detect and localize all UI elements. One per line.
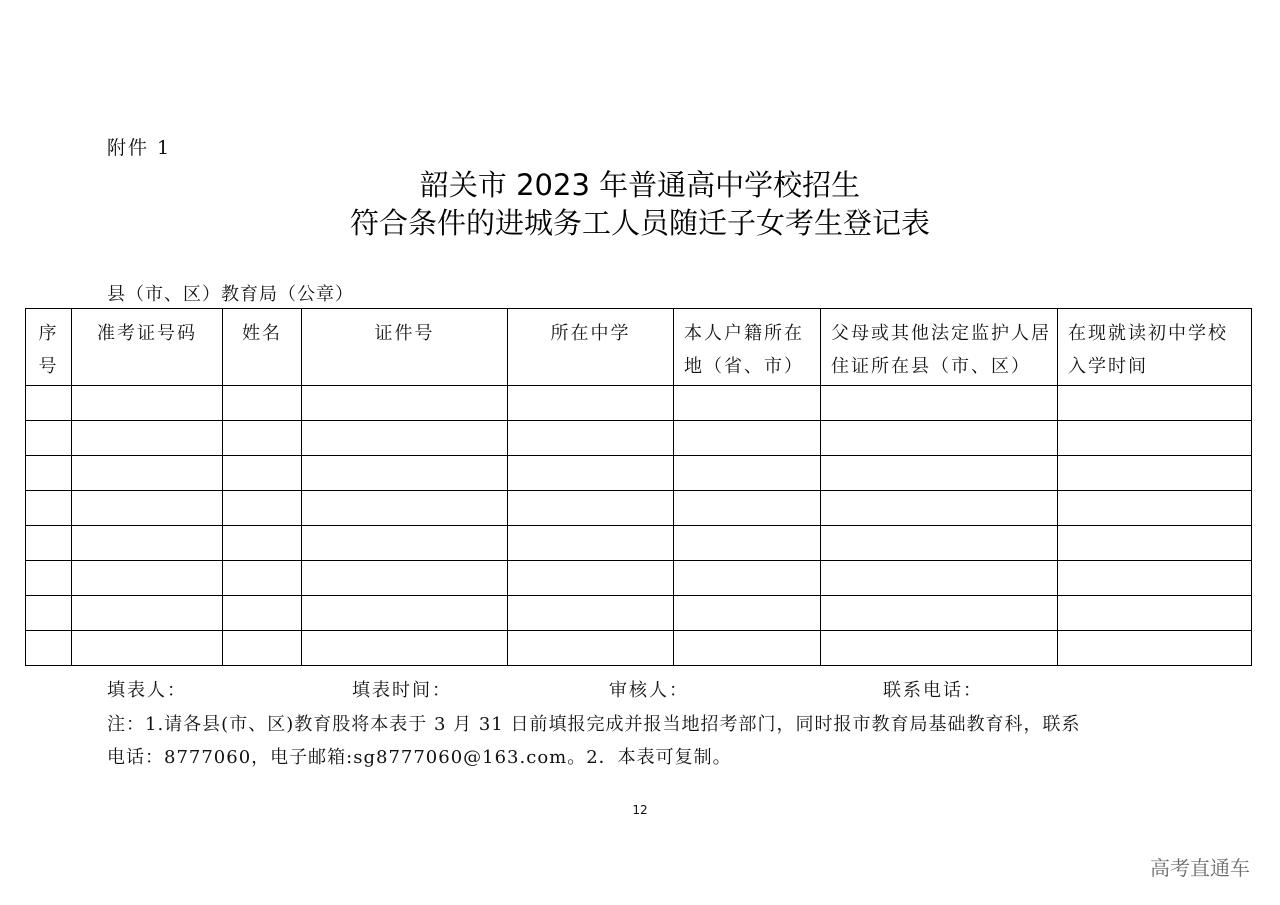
table-cell bbox=[508, 491, 674, 526]
table-cell bbox=[821, 526, 1058, 561]
contact-phone-label: 联系电话： bbox=[883, 680, 983, 701]
header-id-number: 证件号 bbox=[302, 309, 508, 386]
table-cell bbox=[26, 491, 72, 526]
table-cell bbox=[674, 386, 821, 421]
table-cell bbox=[1058, 456, 1252, 491]
table-cell bbox=[821, 491, 1058, 526]
table-cell bbox=[821, 631, 1058, 666]
table-cell bbox=[508, 631, 674, 666]
table-cell bbox=[674, 526, 821, 561]
table-cell bbox=[223, 456, 302, 491]
table-cell bbox=[674, 456, 821, 491]
table-cell bbox=[1058, 631, 1252, 666]
table-cell bbox=[508, 421, 674, 456]
table-cell bbox=[302, 561, 508, 596]
table-cell bbox=[72, 386, 223, 421]
table-cell bbox=[1058, 561, 1252, 596]
header-name: 姓名 bbox=[223, 309, 302, 386]
table-cell bbox=[508, 456, 674, 491]
document-title-line1: 韶关市 2023 年普通高中学校招生 bbox=[419, 168, 861, 202]
table-cell bbox=[26, 631, 72, 666]
table-cell bbox=[508, 596, 674, 631]
page-number: 12 bbox=[632, 803, 648, 817]
table-cell bbox=[223, 561, 302, 596]
document-title-line2: 符合条件的进城务工人员随迁子女考生登记表 bbox=[349, 206, 930, 240]
fill-time-label: 填表时间： bbox=[352, 680, 452, 701]
table-cell bbox=[223, 596, 302, 631]
table-cell bbox=[72, 491, 223, 526]
table-cell bbox=[302, 596, 508, 631]
registration-table bbox=[25, 308, 1252, 666]
header-seq: 序号 bbox=[26, 309, 72, 386]
table-cell bbox=[674, 561, 821, 596]
table-cell bbox=[674, 596, 821, 631]
table-cell bbox=[72, 456, 223, 491]
table-cell bbox=[72, 631, 223, 666]
header-exam-number: 准考证号码 bbox=[72, 309, 223, 386]
table-cell bbox=[674, 421, 821, 456]
table-cell bbox=[223, 386, 302, 421]
table-cell bbox=[821, 596, 1058, 631]
header-household-registration: 本人户籍所在地（省、市） bbox=[674, 309, 821, 386]
table-cell bbox=[26, 386, 72, 421]
table-header-row bbox=[26, 309, 1252, 386]
table-cell bbox=[821, 421, 1058, 456]
note bbox=[107, 708, 1197, 774]
table-cell bbox=[674, 491, 821, 526]
table-cell bbox=[223, 631, 302, 666]
header-school: 所在中学 bbox=[508, 309, 674, 386]
table-cell bbox=[674, 631, 821, 666]
table-body bbox=[26, 386, 1252, 666]
table-row bbox=[26, 421, 1252, 456]
table-row bbox=[26, 596, 1252, 631]
table-cell bbox=[26, 456, 72, 491]
table-cell bbox=[508, 386, 674, 421]
table-cell bbox=[72, 526, 223, 561]
table-row bbox=[26, 456, 1252, 491]
note-line-1: 注：1.请各县(市、区)教育股将本表于 3 月 31 日前填报完成并报当地招考部门，同时报市教育局基础教育科，联系 bbox=[107, 714, 1081, 735]
table-cell bbox=[821, 456, 1058, 491]
table-cell bbox=[302, 386, 508, 421]
table-row bbox=[26, 526, 1252, 561]
table-cell bbox=[302, 631, 508, 666]
table-cell bbox=[508, 561, 674, 596]
table-cell bbox=[1058, 491, 1252, 526]
table-row bbox=[26, 561, 1252, 596]
table-cell bbox=[72, 596, 223, 631]
table-row bbox=[26, 631, 1252, 666]
note-line-2: 电话：8777060，电子邮箱:sg8777060@163.com。2．本表可复制。 bbox=[107, 747, 732, 768]
seal-line: 县（市、区）教育局（公章） bbox=[107, 284, 354, 305]
table-cell bbox=[1058, 526, 1252, 561]
table-cell bbox=[302, 491, 508, 526]
table-cell bbox=[223, 526, 302, 561]
table-cell bbox=[821, 386, 1058, 421]
reviewer-label: 审核人： bbox=[609, 680, 689, 701]
table-cell bbox=[302, 421, 508, 456]
table-cell bbox=[26, 596, 72, 631]
table-row bbox=[26, 386, 1252, 421]
header-guardian-residence: 父母或其他法定监护人居住证所在县（市、区） bbox=[821, 309, 1058, 386]
table-cell bbox=[821, 561, 1058, 596]
table-cell bbox=[1058, 386, 1252, 421]
table-cell bbox=[302, 526, 508, 561]
table-cell bbox=[1058, 421, 1252, 456]
watermark: 高考直通车 bbox=[1150, 856, 1250, 880]
header-enrollment-time: 在现就读初中学校入学时间 bbox=[1058, 309, 1252, 386]
table-cell bbox=[72, 561, 223, 596]
table-cell bbox=[223, 491, 302, 526]
table-cell bbox=[26, 421, 72, 456]
table-cell bbox=[223, 421, 302, 456]
table-cell bbox=[508, 526, 674, 561]
table-cell bbox=[72, 421, 223, 456]
table-row bbox=[26, 491, 1252, 526]
table-cell bbox=[302, 456, 508, 491]
filler-label: 填表人： bbox=[107, 680, 187, 701]
attachment-label: 附件 1 bbox=[107, 137, 172, 159]
table-cell bbox=[26, 526, 72, 561]
table-cell bbox=[1058, 596, 1252, 631]
table-cell bbox=[26, 561, 72, 596]
